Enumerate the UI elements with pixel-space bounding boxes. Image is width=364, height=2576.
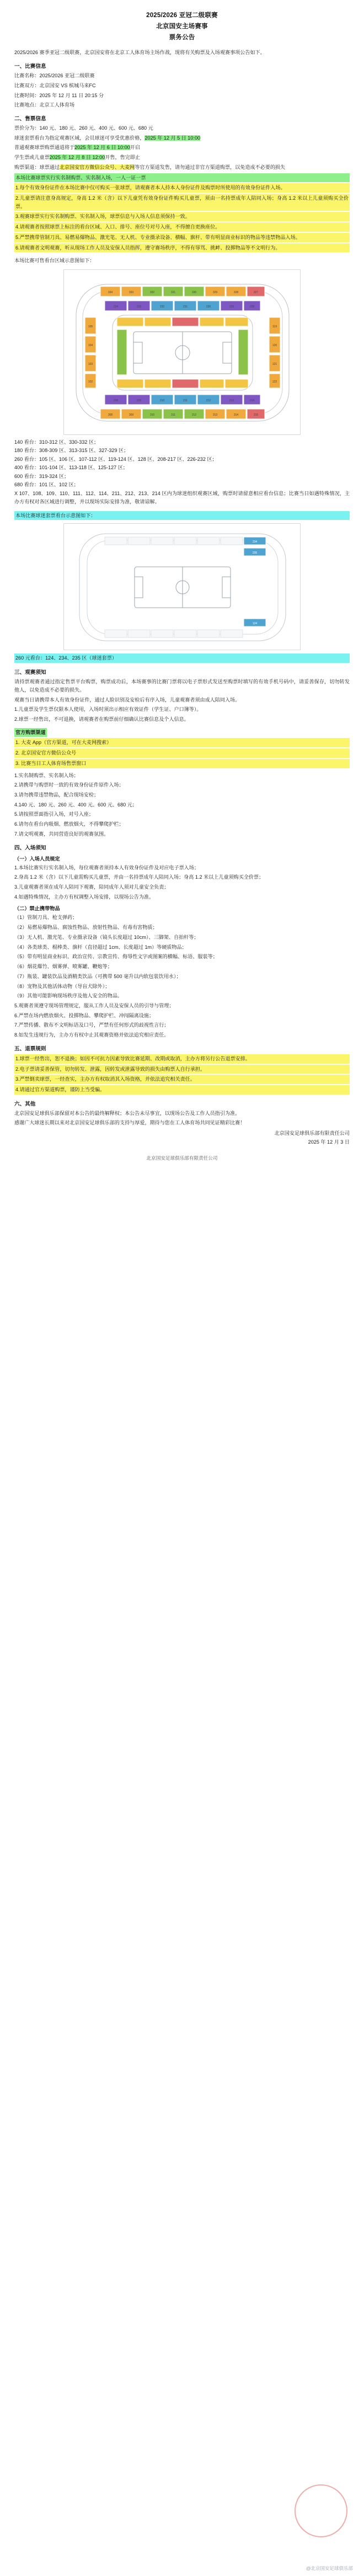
sec3-item-7: 7.请文明观赛，共同营造良好的观赛氛围。 [14, 831, 109, 837]
member-sale-row [14, 134, 350, 142]
note-a-3: 3.观赛球票实行实名制购票、实名制入场，球票信息与入场人信息须保持一致。 [14, 212, 350, 221]
svg-text:331: 331 [170, 291, 176, 295]
sec6-para-1: 北京国安足球俱乐部保留对本公告的最终解释权；本公告未尽事宜，以现场公告及工作人员指引为准。 [14, 1110, 240, 1116]
match-time-value: 2025 年 12 月 11 日 20:15 分 [39, 92, 104, 98]
seatmap-svg-1 [64, 270, 301, 435]
section-heading-ticketing: 二、售票信息 [14, 115, 46, 122]
sec4-subheading-1: （一）入场人员规定 [14, 856, 60, 862]
sec4-forbidden-1: （1）管制刀具、枪支弹药； [14, 915, 78, 921]
sec6-para-2: 感谢广大球迷长期以来对北京国安足球俱乐部的支持与厚爱，期待与您在工人体育场共同见证精彩比赛！ [14, 1120, 245, 1126]
sec3-item-3: 3.请勿携带违禁物品，配合现场安检； [14, 792, 99, 798]
official-channel-item-1: 1. 大麦 App（官方渠道，可在大麦网搜索） [14, 738, 350, 747]
svg-text:211: 211 [183, 399, 188, 403]
section-heading-refund: 五、退票规则 [14, 1045, 46, 1052]
sec4-forbidden-6: （6）烟花爆竹、烟雾弹、喷雾罐、鞭炮等； [14, 964, 113, 970]
sec4-forbidden-3: （3）无人机、激光笔、专业摄录设备（镜头长度超过 10cm）、三脚架、自拍杆等； [14, 934, 199, 940]
channel-text: 购票渠道：球票通过 [14, 164, 60, 170]
student-sale-row [14, 153, 350, 162]
sec2-para-1: 请持票观赛者通过指定售票平台购票，购票成功后，本场赛事的比赛门票将以电子票形式发送至购票时填写的有效手机号码中，请妥善保存，切勿转发他人，以免造成不必要的损失。 [14, 679, 350, 693]
svg-text:233: 233 [136, 305, 142, 309]
general-sale-suffix: 开启 [130, 145, 140, 151]
svg-text:102: 102 [88, 380, 93, 384]
sec4-forbidden-8: （8）宠物及其他活体动物（导盲犬除外）； [14, 983, 110, 989]
svg-text:234: 234 [252, 540, 258, 544]
svg-text:210: 210 [159, 399, 165, 403]
legend-680: 680 看台：101 区、102 区； [14, 482, 79, 488]
svg-text:311: 311 [171, 413, 175, 417]
signature-org: 北京国安足球俱乐部有限责任公司 [274, 1130, 350, 1136]
sec3-item-1: 1.实名制购票、实名制入场； [14, 772, 79, 778]
svg-text:212: 212 [206, 399, 211, 403]
match-name-row [14, 72, 350, 80]
page-title [14, 10, 350, 43]
svg-text:119: 119 [272, 325, 277, 329]
sec3-item-4: 4.140 元、180 元、260 元、400 元、600 元、680 元； [14, 801, 137, 808]
match-venue-value: 北京工人体育场 [39, 102, 75, 108]
official-channel-title: 官方购票渠道 [14, 728, 47, 737]
sec4-forbidden-7: （7）瓶装、罐装饮品及酒精类饮品（可携带 500 毫升以内软包装饮用水）； [14, 973, 181, 979]
student-sale-date: 2025 年 12 月 8 日 12:00 [49, 155, 105, 161]
title-line-3: 票务公告 [169, 34, 195, 41]
note-a-4: 4.请观赛者按照球票上标注的看台区域、入口、排号、座位号对号入座，不得擅自更换座位。 [14, 222, 350, 232]
signature-date: 2025 年 12 月 3 日 [308, 1139, 350, 1145]
sec4-item-6: 6.严禁在场内燃放烟火、投掷物品、攀爬护栏、冲闯隔离设施； [14, 1012, 154, 1018]
legend-400: 400 看台：101-104 区、113-118 区、125-127 区； [14, 465, 128, 471]
note-a-1: 1.每个有效身份证件在本场比赛中仅可购买一张球票，请观赛者本人持本人身份证件及购票时所使用的有效身份证件入场。 [14, 183, 350, 193]
svg-text:333: 333 [129, 291, 134, 295]
svg-text:308: 308 [108, 413, 113, 417]
svg-text:329: 329 [212, 291, 218, 295]
svg-text:124: 124 [252, 622, 258, 626]
svg-text:231: 231 [183, 305, 188, 309]
general-sale-text: 普通观赛球票购票通道将于 [14, 145, 75, 151]
legend-180: 180 看台：308-309 区、313-315 区、327-329 区； [14, 448, 129, 454]
svg-text:230: 230 [206, 305, 211, 309]
member-sale-text: 球迷套票看台为指定观赛区域，会员球迷可享受优惠价格， [14, 135, 145, 141]
sec2-item-1: 1.儿童票及学生票仅限本人使用，入场时须出示相应有效证件（学生证、户口簿等）。 [14, 707, 202, 713]
svg-text:234: 234 [113, 305, 119, 309]
sec4-forbidden-9: （9）其他可能影响现场秩序及他人安全的物品。 [14, 993, 123, 999]
match-name-label: 比赛名称： [14, 73, 40, 79]
match-time-row [14, 92, 350, 100]
price-row [14, 124, 350, 132]
svg-text:232: 232 [159, 305, 165, 309]
svg-text:312: 312 [191, 413, 197, 417]
svg-text:214: 214 [249, 399, 255, 403]
svg-text:309: 309 [129, 413, 134, 417]
svg-text:208: 208 [113, 399, 119, 403]
sec4-item-5: 5.观赛者须遵守现场管理规定，服从工作人员及安保人员的引导与管理； [14, 1002, 174, 1008]
general-sale-date: 2025 年 12 月 6 日 10:00 [74, 145, 130, 151]
channel-row [14, 163, 350, 172]
sec3-item-5: 5.请按照票面指引入场，对号入座； [14, 811, 94, 817]
svg-text:228: 228 [249, 305, 255, 309]
sec4-subheading-2: （二）禁止携带物品 [14, 906, 60, 912]
svg-text:122: 122 [272, 380, 277, 384]
title-line-2: 北京国安主场赛事 [156, 23, 208, 30]
sec3-item-6: 6.请勿在看台内吸烟、燃放烟火，不得攀爬护栏； [14, 821, 124, 827]
sec3-item-2: 2.请携带与购票时一致的有效身份证件原件入场； [14, 782, 124, 788]
member-sale-date: 2025 年 12 月 5 日 10:00 [144, 135, 201, 141]
match-teams-value: 北京国安 VS 槟城马来FC [39, 82, 96, 88]
svg-text:120: 120 [272, 344, 277, 348]
svg-text:313: 313 [212, 413, 218, 417]
svg-text:334: 334 [108, 291, 113, 295]
svg-text:330: 330 [191, 291, 197, 295]
channel-suffix: 等官方渠道发售，请勿通过非官方渠道购票，以免造成不必要的损失 [135, 164, 286, 170]
svg-text:213: 213 [229, 399, 234, 403]
sec4-item-4: 4.如遇特殊情况，主办方有权调整入场安排，以现场公告为准。 [14, 894, 154, 900]
svg-text:121: 121 [272, 363, 277, 367]
section-heading-match-info: 一、比赛信息 [14, 63, 46, 70]
svg-text:332: 332 [149, 291, 155, 295]
match-name-value: 2025/2026 亚冠二级联赛 [39, 73, 95, 79]
match-venue-label: 比赛地点： [14, 102, 40, 108]
svg-text:310: 310 [149, 413, 155, 417]
svg-text:105: 105 [88, 325, 93, 329]
sec4-item-7: 7.严禁传播、散布不文明标语及口号，严禁有任何形式的歧视性言行； [14, 1022, 169, 1028]
sec5-item-1: 1.球票一经售出，恕不退换；如因不可抗力因素导致比赛延期、改期或取消，主办方将另行公告退票安排。 [14, 1054, 350, 1064]
sec4-item-2: 2.身高 1.2 米（含）以下儿童需购买儿童票，并由一名持票成年人陪同入场；身高 1.2 米以上儿童须购买全价票； [14, 874, 264, 880]
seatmap-svg-2 [64, 524, 301, 650]
sec2-item-2: 2.球票一经售出，不可退换，请观赛者在购票前仔细确认比赛信息及个人信息。 [14, 716, 189, 722]
svg-text:327: 327 [253, 291, 259, 295]
sec4-forbidden-5: （5）带有明显商业标识、政治宣传、宗教宣传、侮辱性文字或图案的横幅、标语、服装等； [14, 954, 218, 960]
legend-140: 140 看台：310-312 区、330-332 区； [14, 439, 99, 445]
match-teams-label: 比赛双方： [14, 82, 40, 88]
channel-names: 北京国安官方微信公众号、大麦网 [59, 164, 135, 170]
official-channel-box [14, 727, 350, 768]
legend-260: 260 看台：105 区、106 区、107-112 区、119-124 区、128 区、208-217 区、226-232 区； [14, 456, 217, 462]
signature-block [14, 1129, 350, 1146]
svg-text:235: 235 [252, 551, 258, 555]
watermark-label: @北京国安足球俱乐部 [306, 2566, 353, 2571]
sec5-item-4: 4.请通过官方渠道购票，谨防上当受骗。 [14, 1085, 350, 1095]
note-a-6: 6.请观赛者文明观赛，听从现场工作人员及安保人员指挥，遵守赛场秩序，不得有辱骂、挑衅、投掷物品等不文明行为。 [14, 243, 350, 253]
sec4-forbidden-4: （4）各类球类、棍棒类、旗杆（直径超过 1cm、长度超过 1m）等硬质物品； [14, 944, 187, 950]
official-seal-stamp [295, 2484, 347, 2537]
sec4-forbidden-2: （2）易燃易爆物品、腐蚀性物品、放射性物品、有毒有害物质； [14, 925, 158, 931]
map1-caption: 本场比赛可售看台区域示意图如下： [14, 258, 95, 264]
note-a-5: 5.严禁携带管制刀具、易燃易爆物品、激光笔、无人机、专业摄录设备、横幅、旗杆、带有明显商业标识的物品等违禁物品入场。 [14, 233, 350, 242]
section-heading-entry: 四、入场须知 [14, 844, 46, 851]
svg-text:315: 315 [253, 413, 259, 417]
title-line-1: 2025/2026 亚冠二级联赛 [146, 12, 218, 19]
svg-text:209: 209 [136, 399, 142, 403]
student-sale-text: 学生票或儿童票 [14, 155, 50, 161]
legend-fanzone-note: X 107、108、109、110、111、112、114、211、212、213、214 区内为球迷组织观赛区域，购票时请留意相应看台信息；比赛当日如遇特殊情况，主办方有权对各区域进行调整，并以现场实际安排为准，敬请谅解。 [14, 490, 350, 505]
stadium-seatmap-1-wrapper [63, 269, 301, 435]
stadium-seatmap-2 [63, 523, 301, 650]
svg-text:104: 104 [88, 344, 93, 348]
match-teams-row [14, 82, 350, 90]
svg-text:314: 314 [233, 413, 239, 417]
svg-text:103: 103 [88, 363, 93, 367]
intro-paragraph: 2025/2026 赛季亚冠二级联赛，北京国安将在北京工人体育场主场作战，现将有关购票及入场观赛事项公告如下。 [14, 50, 265, 56]
sec5-item-2: 2.电子票请妥善保管，切勿转发、泄露，因转发或泄露导致的损失由购票人自行承担。 [14, 1065, 350, 1074]
section-heading-watch-notice: 三、观赛须知 [14, 670, 46, 676]
stadium-seatmap-1 [63, 269, 301, 435]
footer-text: 北京国安足球俱乐部有限责任公司 [146, 1155, 218, 1161]
realname-notice: 本场比赛球票实行实名制购票、实名制入场，一人一证一票 [14, 173, 350, 183]
official-channel-item-2: 2. 北京国安官方微信公众号 [14, 748, 350, 758]
map2-caption: 本场比赛球迷套票看台示意图如下： [14, 511, 350, 520]
seatmap-1-legend [14, 438, 350, 507]
svg-text:328: 328 [233, 291, 239, 295]
sec2-para-2: 观赛当日请携带本人有效身份证件，通过人脸识别及安检后有序入场，儿童观赛者须由成人陪同入场。 [14, 697, 240, 703]
sec4-item-3: 3.儿童观赛者须在成年人陪同下观赛，陪同成年人须对儿童安全负责； [14, 884, 169, 890]
official-channel-item-3: 3. 比赛当日工人体育场售票窗口 [14, 759, 350, 768]
price-text: 票价分为：140 元、180 元、260 元、400 元、600 元、680 元 [14, 125, 153, 131]
legend-600: 600 看台：319-324 区； [14, 473, 69, 479]
match-time-label: 比赛时间： [14, 92, 40, 98]
map2-legend: 260 元看台：124、234、235 区（球迷套票） [14, 654, 350, 663]
sec5-item-3: 3.严禁倒卖球票，一经查实，主办方有权取消其入场资格，并依法追究相关责任。 [14, 1075, 350, 1084]
general-sale-row [14, 144, 350, 152]
match-venue-row [14, 101, 350, 109]
student-sale-suffix: 开售，售完即止 [105, 155, 140, 161]
svg-text:229: 229 [229, 305, 234, 309]
sec4-item-1: 1.本场比赛实行实名制入场，每位观赛者须持本人有效身份证件及对应电子票入场； [14, 864, 199, 870]
section-heading-other: 六、其他 [14, 1101, 36, 1107]
note-a-2: 2.儿童票请注意身高规定，身高 1.2 米（含）以下儿童凭有效身份证件购买儿童票，须由一名持票成年人陪同入场；身高 1.2 米以上儿童须购买全价票。 [14, 194, 350, 211]
sec4-item-8: 8.如发生违规行为，主办方有权中止其观赛资格并依法追究相应责任。 [14, 1032, 169, 1038]
